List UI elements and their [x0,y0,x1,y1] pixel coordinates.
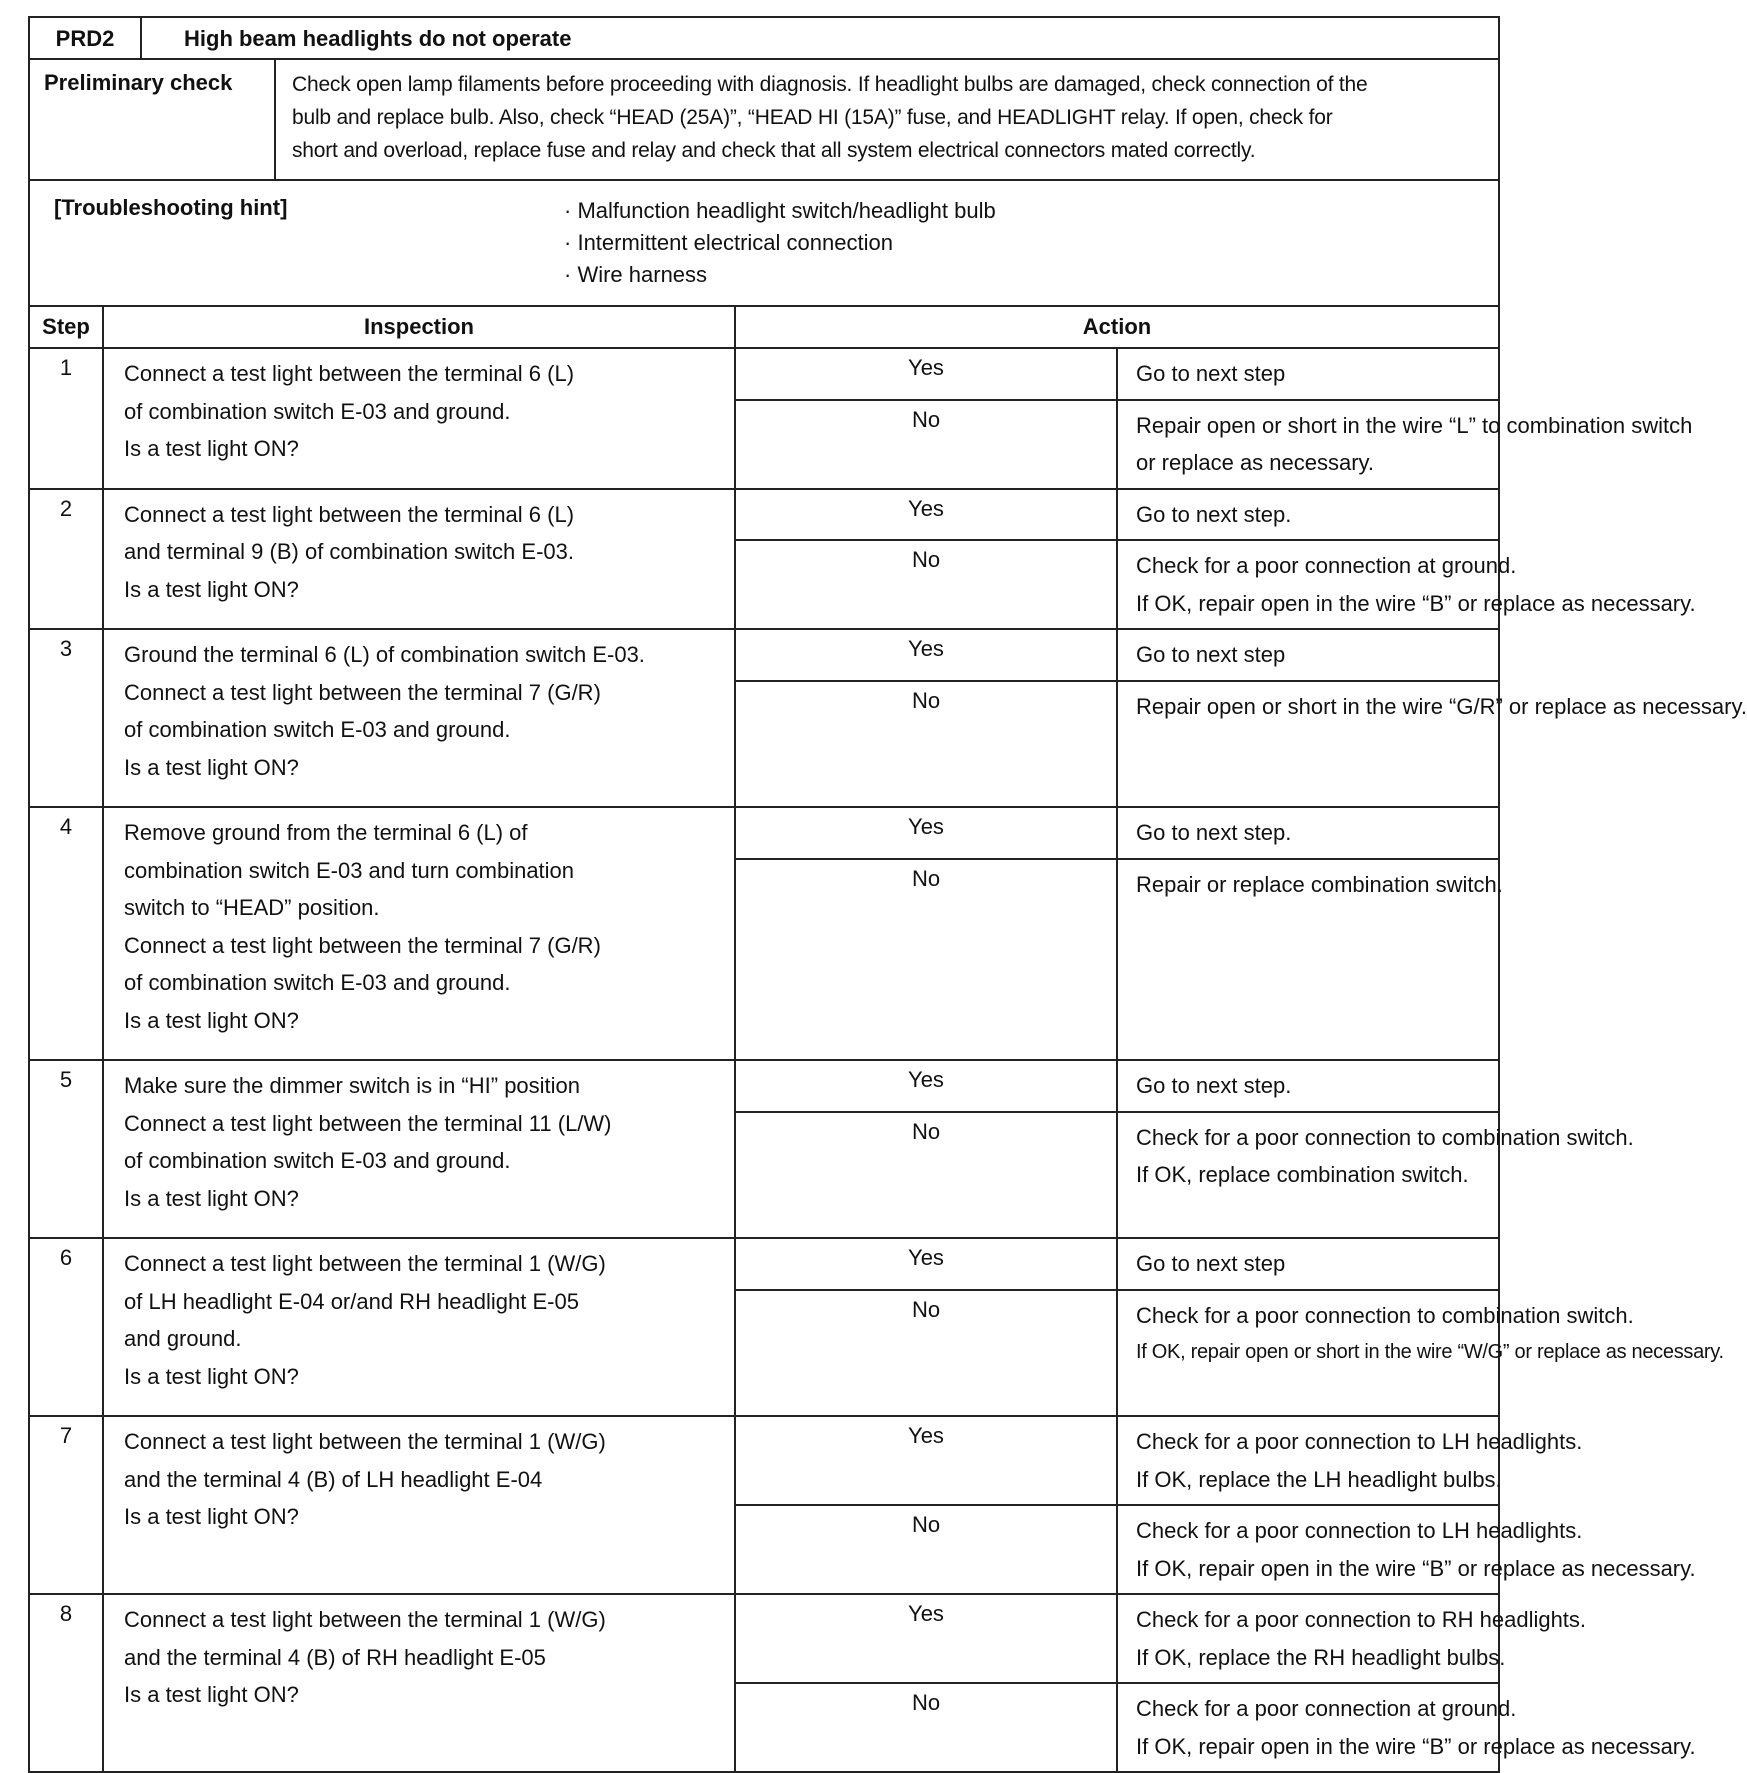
no-action-line: Check for a poor connection to LH headlights. [1136,1518,1583,1543]
yes-action-line: Go to next step [1136,361,1286,386]
step-row [29,1594,1499,1683]
no-action-line: Check for a poor connection at ground. [1136,553,1517,578]
yes-label: Yes [735,1416,1117,1505]
yes-action [1117,629,1499,681]
step-number: 3 [29,629,103,807]
step-inspection [103,348,735,489]
step-row [29,629,1499,681]
no-action-line: If OK, repair open or short in the wire “W/G” or replace as necessary. [1136,1341,1724,1363]
inspection-line: and ground. [124,1326,242,1351]
yes-label: Yes [735,1238,1117,1290]
inspection-line: Remove ground from the terminal 6 (L) of [124,820,528,845]
hint-item: · Wire harness [564,259,996,291]
inspection-line: Is a test light ON? [124,1007,299,1033]
inspection-line: Is a test light ON? [124,1363,299,1389]
step-row [29,348,1499,400]
step-number: 8 [29,1594,103,1772]
inspection-line: Connect a test light between the terminal 7 (G/R) [124,679,601,705]
steps-table-header [29,306,1499,348]
preliminary-line: Check open lamp filaments before proceeding with diagnosis. If headlight bulbs are damaged, check connection of the [292,73,1368,96]
no-label: No [735,400,1117,489]
hint-item: · Intermittent electrical connection [564,227,996,259]
troubleshooting-hint-row [28,179,1500,305]
col-inspection-header: Inspection [103,306,735,348]
no-label: No [735,1112,1117,1239]
inspection-line: Is a test light ON? [124,1504,299,1529]
troubleshooting-hint-list [564,181,996,305]
inspection-line: of combination switch E-03 and ground. [124,1148,511,1173]
no-action-line: If OK, repair open in the wire “B” or replace as necessary. [1136,1555,1696,1581]
yes-action-line: If OK, replace the RH headlight bulbs. [1136,1644,1506,1670]
no-action [1117,859,1503,1061]
step-number: 5 [29,1060,103,1238]
yes-action [1117,1594,1587,1683]
inspection-line: Is a test light ON? [124,436,299,461]
inspection-line: Is a test light ON? [124,576,299,602]
inspection-line: and terminal 9 (B) of combination switch E-03. [124,539,574,564]
preliminary-line: short and overload, replace fuse and relay and check that all system electrical connectors mated correctly. [292,139,1256,162]
yes-action-line: Go to next step. [1136,820,1292,845]
no-action-line: Repair open or short in the wire “L” to combination switch [1136,412,1693,438]
inspection-line: Connect a test light between the terminal 1 (W/G) [124,1429,606,1454]
preliminary-line: bulb and replace bulb. Also, check “HEAD (25A)”, “HEAD HI (15A)” fuse, and HEADLIGHT relay. If open, check for [292,106,1333,129]
inspection-line: of LH headlight E-04 or/and RH headlight E-05 [124,1288,579,1314]
header-row [28,16,1500,58]
preliminary-check-text [276,60,1498,179]
yes-action [1117,807,1499,859]
inspection-line: and the terminal 4 (B) of RH headlight E-05 [124,1644,546,1670]
step-inspection [103,1238,735,1416]
no-action [1117,1290,1724,1417]
yes-action [1117,1416,1583,1505]
step-inspection [103,1060,735,1238]
inspection-line: Connect a test light between the terminal 1 (W/G) [124,1251,606,1276]
inspection-line: Connect a test light between the terminal 6 (L) [124,361,575,386]
troubleshooting-sheet [28,16,1747,1773]
step-number: 4 [29,807,103,1060]
step-number: 7 [29,1416,103,1594]
inspection-line: combination switch E-03 and turn combination [124,857,575,883]
step-inspection [103,489,735,630]
yes-label: Yes [735,489,1117,541]
yes-action-line: Go to next step [1136,642,1286,667]
inspection-line: of combination switch E-03 and ground. [124,717,511,742]
yes-action [1117,1060,1499,1112]
inspection-line: and the terminal 4 (B) of LH headlight E-04 [124,1466,543,1492]
no-action [1117,400,1693,489]
no-action-line: Check for a poor connection at ground. [1136,1696,1517,1721]
inspection-line: Connect a test light between the terminal 11 (L/W) [124,1110,612,1136]
no-action [1117,1505,1696,1594]
no-label: No [735,681,1117,808]
inspection-line: Is a test light ON? [124,754,299,780]
step-row [29,1238,1499,1290]
inspection-line: Connect a test light between the terminal 7 (G/R) [124,932,601,958]
troubleshooting-hint-label: [Troubleshooting hint] [54,195,288,220]
yes-label: Yes [735,807,1117,859]
yes-label: Yes [735,1060,1117,1112]
step-number: 1 [29,348,103,489]
yes-action [1117,1238,1499,1290]
yes-label: Yes [735,348,1117,400]
step-inspection [103,1416,735,1594]
preliminary-check-row [28,58,1500,179]
inspection-line: Ground the terminal 6 (L) of combination switch E-03. [124,642,645,667]
no-action-line: If OK, repair open in the wire “B” or replace as necessary. [1136,1733,1696,1759]
yes-label: Yes [735,629,1117,681]
no-action-line: or replace as necessary. [1136,450,1375,475]
step-inspection [103,807,735,1060]
no-label: No [735,1290,1117,1417]
no-action [1117,540,1696,629]
step-row [29,1416,1499,1505]
preliminary-check-label: Preliminary check [30,60,276,179]
yes-action-line: Go to next step. [1136,1073,1292,1098]
steps-table [28,305,1747,1773]
inspection-line: Connect a test light between the terminal 6 (L) [124,501,575,527]
no-action-line: Repair open or short in the wire “G/R” or replace as necessary. [1136,693,1747,719]
no-action-line: Check for a poor connection to combination switch. [1136,1302,1634,1328]
hint-item: · Malfunction headlight switch/headlight bulb [564,195,996,227]
no-label: No [735,540,1117,629]
yes-action-line: Go to next step. [1136,501,1292,527]
inspection-line: Make sure the dimmer switch is in “HI” position [124,1073,581,1098]
step-row [29,807,1499,859]
procedure-code: PRD2 [30,18,142,58]
no-action-line: If OK, repair open in the wire “B” or replace as necessary. [1136,590,1696,616]
procedure-title: High beam headlights do not operate [184,26,572,51]
col-action-header: Action [735,306,1499,348]
col-step-header: Step [29,306,103,348]
inspection-line: Is a test light ON? [124,1682,299,1707]
no-label: No [735,1683,1117,1772]
yes-action-line: Check for a poor connection to LH headlights. [1136,1429,1583,1454]
yes-action-line: Go to next step [1136,1251,1286,1276]
yes-label: Yes [735,1594,1117,1683]
inspection-line: of combination switch E-03 and ground. [124,970,511,995]
no-action-line: Repair or replace combination switch. [1136,871,1503,897]
yes-action-line: If OK, replace the LH headlight bulbs. [1136,1466,1502,1492]
step-row [29,1060,1499,1112]
inspection-line: Is a test light ON? [124,1185,299,1211]
inspection-line: of combination switch E-03 and ground. [124,398,511,424]
yes-action [1117,348,1499,400]
no-label: No [735,1505,1117,1594]
inspection-line: switch to “HEAD” position. [124,895,380,920]
step-inspection [103,1594,735,1772]
no-action [1117,1112,1634,1239]
inspection-line: Connect a test light between the terminal 1 (W/G) [124,1607,606,1632]
yes-action-line: Check for a poor connection to RH headlights. [1136,1607,1587,1632]
step-number: 6 [29,1238,103,1416]
no-label: No [735,859,1117,1061]
no-action [1117,1683,1696,1772]
step-number: 2 [29,489,103,630]
no-action-line: If OK, replace combination switch. [1136,1162,1469,1187]
no-action-line: Check for a poor connection to combination switch. [1136,1124,1634,1150]
step-row [29,489,1499,541]
step-inspection [103,629,735,807]
no-action [1117,681,1747,808]
yes-action [1117,489,1499,541]
